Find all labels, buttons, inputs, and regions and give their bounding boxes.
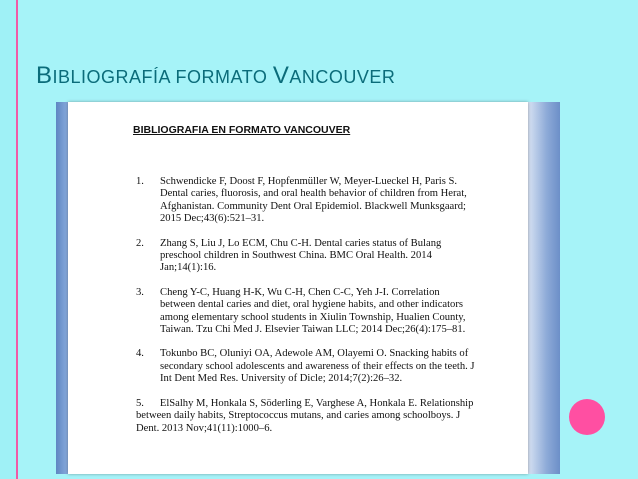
reference-text: ElSalhy M, Honkala S, Söderling E, Varghese A, Honkala E. Relationship between daily habits, Streptococcus mutans, and caries among schoolboys. J Dent. 2013 Nov;41(11):1000–6.	[136, 397, 474, 434]
slide-left-border	[16, 0, 18, 479]
reference-item-3	[136, 287, 476, 337]
reference-item-5	[136, 398, 476, 435]
slide-title	[36, 62, 395, 90]
reference-text: Cheng Y-C, Huang H-K, Wu C-H, Chen C-C, Yeh J-I. Correlation between dental caries and diet, oral hygiene habits, and other indicators among elementary school students in Xiulin Township, Hualien County, Taiwan. Tzu Chi Med J. Elsevier Taiwan LLC; 2014 Dec;26(4):175–81.	[160, 286, 466, 336]
reference-item-4	[136, 348, 476, 385]
title-part-1: IBLIOGRAFÍA FORMATO	[52, 67, 273, 87]
reference-number: 4.	[136, 348, 144, 360]
title-initial-v: V	[272, 62, 290, 89]
reference-text: Schwendicke F, Doost F, Hopfenmüller W, Meyer-Lueckel H, Paris S. Dental caries, fluorosis, and oral health behavior of children from Herat, Afghanistan. Community Dent Oral Epidemiol. Blackwell Munksgaard; 2015 Dec;43(6):521–31.	[160, 176, 467, 225]
reference-number: 3.	[136, 286, 144, 298]
reference-number: 2.	[136, 237, 144, 249]
decorative-pink-circle	[569, 399, 605, 435]
reference-list	[136, 176, 476, 447]
reference-item-2	[136, 238, 476, 275]
title-initial-b: B	[36, 62, 53, 89]
reference-number: 1.	[136, 176, 144, 187]
reference-item-1	[136, 176, 476, 226]
title-part-2: ANCOUVER	[289, 67, 396, 87]
reference-text: Tokunbo BC, Oluniyi OA, Adewole AM, Olayemi O. Snacking habits of secondary school adolescents and awareness of their effects on the teeth. J Int Dent Med Res. University of Dicle; 2014;7(2):26–32.	[160, 348, 475, 385]
document-heading: BIBLIOGRAFIA EN FORMATO VANCOUVER	[133, 124, 351, 136]
reference-number: 5.	[136, 397, 144, 409]
reference-text: Zhang S, Liu J, Lo ECM, Chu C-H. Dental caries status of Bulang preschool children in Southwest China. BMC Oral Health. 2014 Jan;14(1):16.	[160, 237, 442, 274]
